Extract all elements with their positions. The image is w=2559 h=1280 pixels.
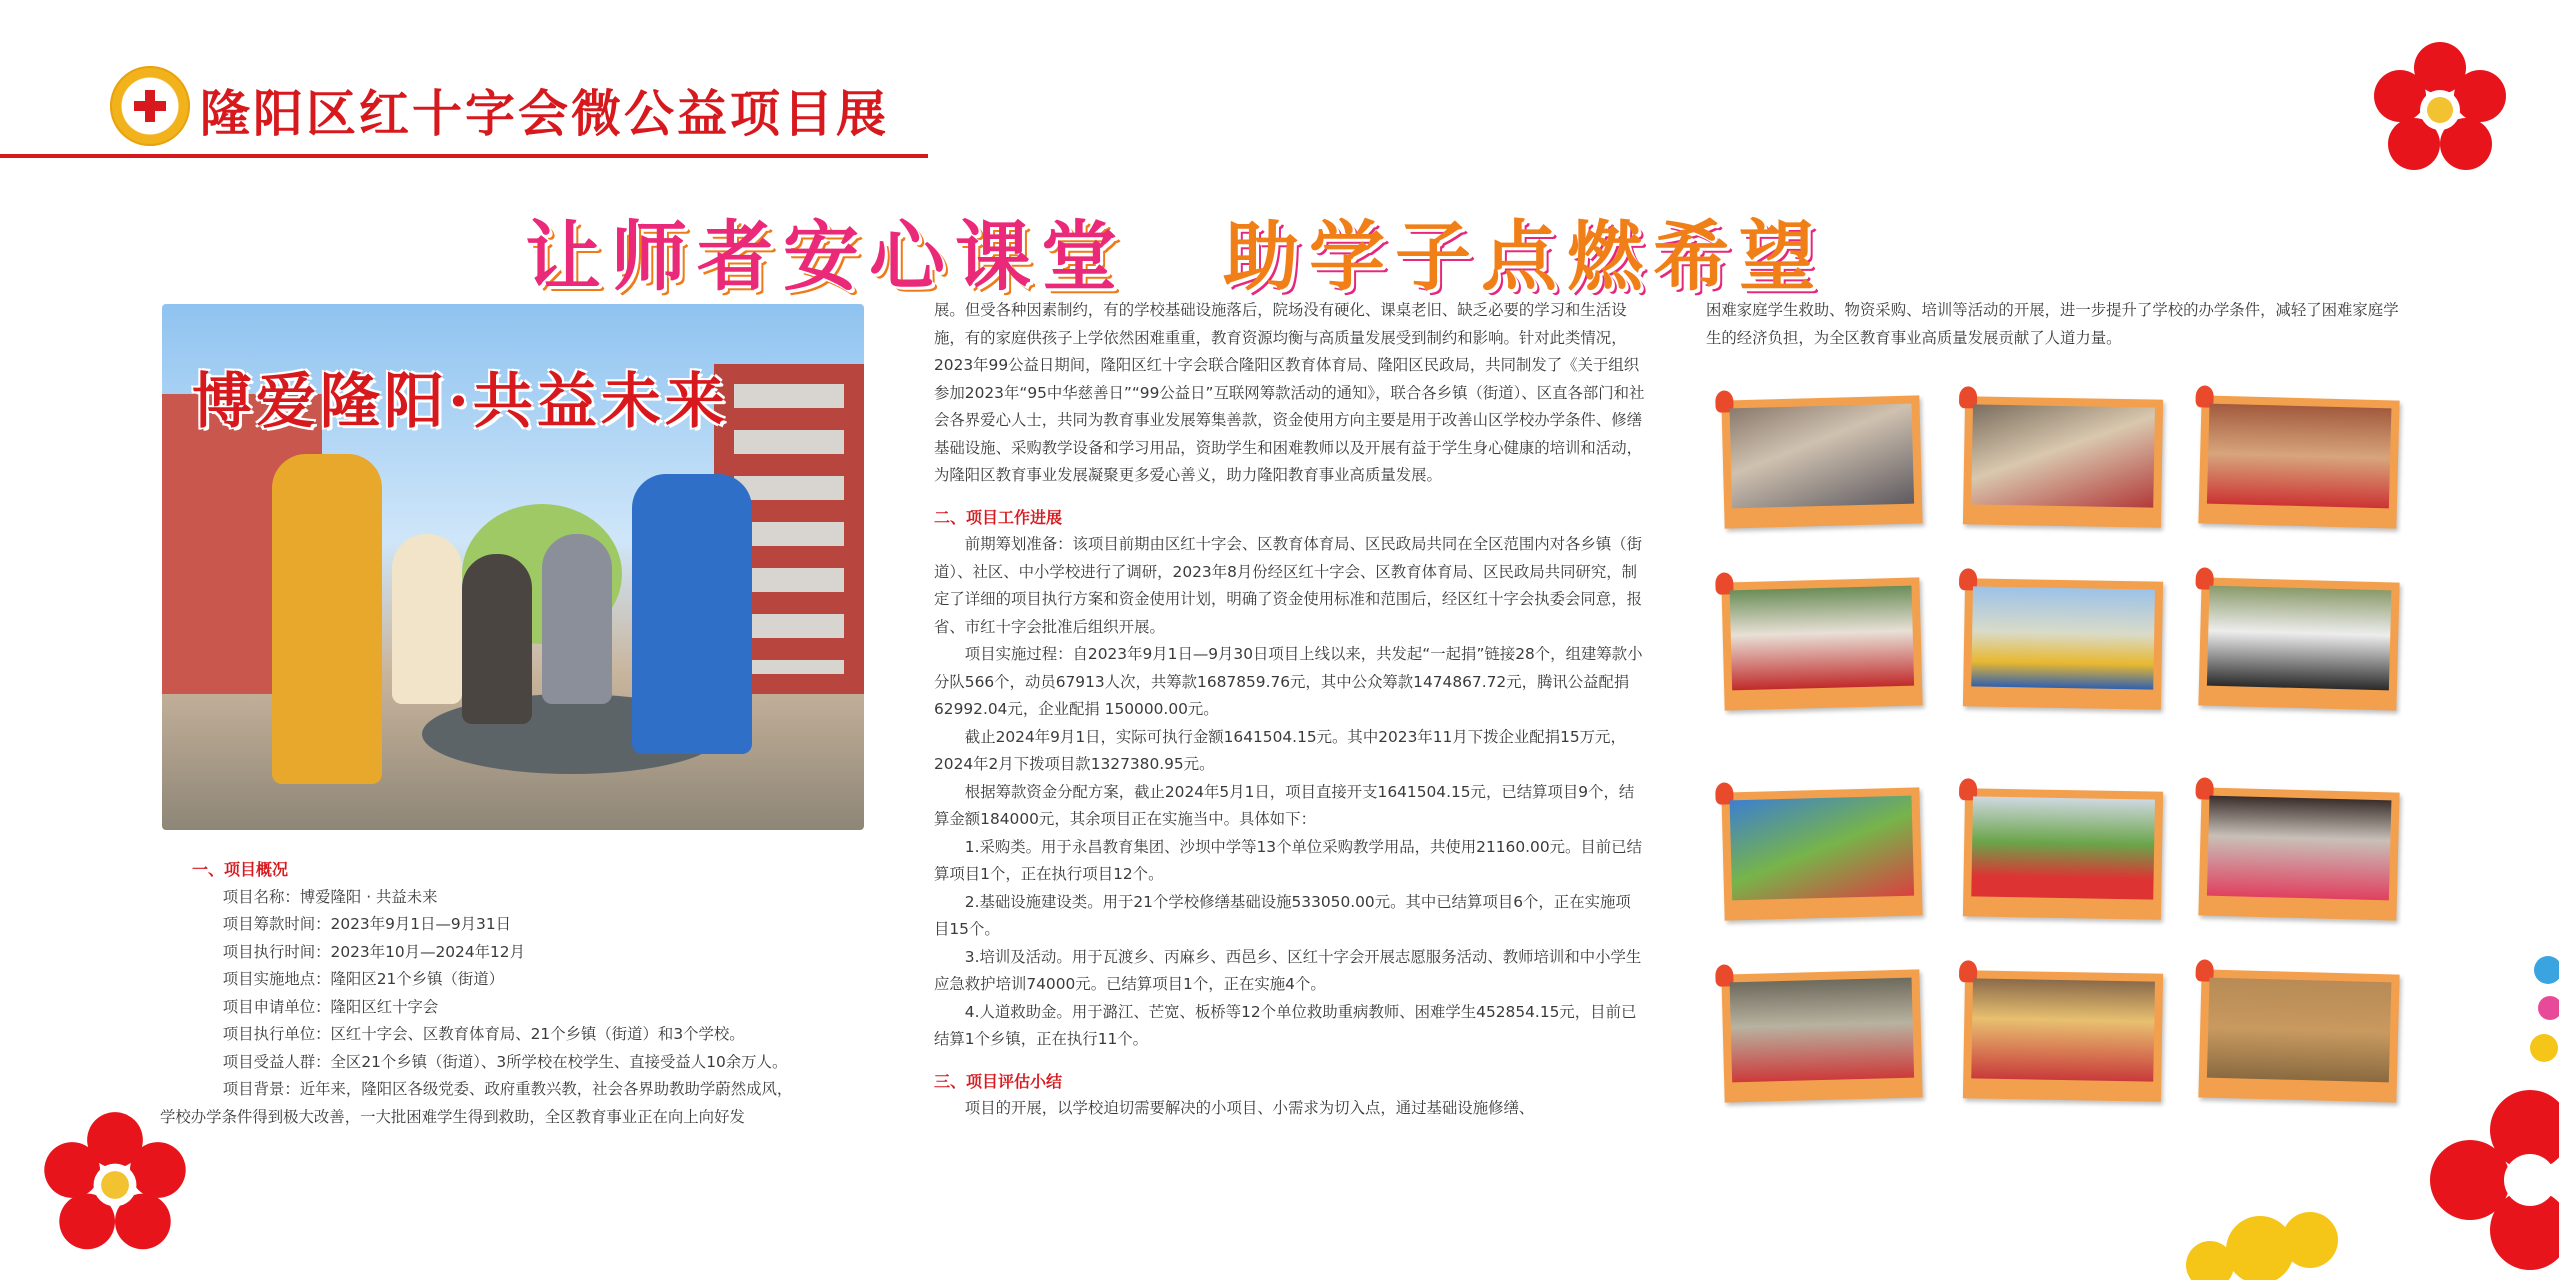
activity-photo (1971, 586, 2155, 689)
overview-line: 项目名称：博爱隆阳 · 共益未来 (222, 887, 438, 906)
activity-photo (2207, 404, 2392, 509)
overview-line: 项目执行时间：2023年10月—2024年12月 (222, 942, 525, 961)
section-heading: 一、项目概况 (192, 860, 289, 879)
child-figure (272, 454, 382, 784)
header-divider (0, 154, 928, 158)
child-figure (392, 534, 462, 704)
slogan-part1: 让师者安心课堂 (525, 212, 1127, 301)
child-figure (542, 534, 612, 704)
activity-photo (1971, 978, 2155, 1081)
activity-photo (1971, 796, 2155, 899)
slogan-part2: 助学子点燃希望 (1223, 212, 1825, 301)
hero-photo (162, 304, 864, 830)
paragraph: 项目的开展，以学校迫切需要解决的小项目、小需求为切入点，通过基础设施修缮、 (964, 1099, 1535, 1117)
paragraph: 2.基础设施建设类。用于21个学校修缮基础设施533050.00元。其中已结算项目6个，正在实施项目15个。 (934, 892, 1631, 938)
paragraph: 4.人道救助金。用于潞江、芒宽、板桥等12个单位救助重病教师、困难学生452854.15元，目前已结算1个乡镇，正在执行11个。 (934, 1002, 1637, 1048)
adult-figure (462, 554, 532, 724)
photo-frame (1721, 395, 1922, 528)
photo-frame (1721, 969, 1922, 1102)
overview-line: 项目筹款时间：2023年9月1日—9月31日 (222, 915, 512, 933)
overview-line: 项目受益人群：全区21个乡镇（街道）、3所学校在校学生、直接受益人10余万人。 (222, 1052, 788, 1071)
photo-frame (1963, 970, 2163, 1101)
paragraph: 截止2024年9月1日，实际可执行金额1641504.15元。其中2023年11月下拨企业配捐15万元，2024年2月下拨项目款1327380.95元。 (934, 727, 1626, 773)
paragraph: 根据筹款资金分配方案，截止2024年5月1日，项目直接开支1641504.15元，已结算项目9个，结算金额184000元，其余项目正在实施当中。具体如下： (934, 782, 1635, 828)
activity-photo (1730, 404, 1915, 509)
hero-caption: 博爱隆阳·共益未来 (192, 367, 729, 437)
red-flower-icon (2430, 1070, 2559, 1280)
activity-photo (1971, 404, 2155, 507)
paragraph: 1.采购类。用于永昌教育集团、沙坝中学等13个单位采购教学用品，共使用21160.00元。目前已结算项目1个，正在执行项目12个。 (934, 837, 1642, 883)
photo-frame (1721, 787, 1922, 920)
section-progress (934, 297, 1646, 1123)
photo-frame (1963, 396, 2163, 527)
red-flower-icon (2370, 40, 2510, 180)
section-heading: 三、项目评估小结 (934, 1071, 1063, 1091)
colorful-flower-icon (2520, 950, 2559, 1070)
overview-line: 项目执行单位：区红十字会、区教育体育局、21个乡镇（街道）和3个学校。 (222, 1025, 745, 1043)
activity-photo (2207, 586, 2392, 691)
slogan (525, 196, 1825, 305)
photo-frame (2198, 969, 2399, 1102)
photo-frame (1963, 578, 2163, 709)
section-heading: 二、项目工作进展 (934, 507, 1063, 527)
child-figure (632, 474, 752, 754)
section-summary-continued (1706, 297, 2406, 352)
paragraph: 前期筹划准备：该项目前期由区红十字会、区教育体育局、区民政局共同在全区范围内对各乡镇（街道）、社区、中小学校进行了调研，2023年8月份经区红十字会、区教育体育局、区民政局共同研究，制定了详细的项目执行方案和资金使用计划，明确了资金使用标准和范围后，经区红十字会执委会同意，报省、市红十字会批准后组织开展。 (934, 535, 1642, 636)
section-overview (160, 856, 864, 1131)
activity-photo (1730, 978, 1915, 1083)
photo-frame (1721, 577, 1922, 710)
paragraph: 困难家庭学生救助、物资采购、培训等活动的开展，进一步提升了学校的办学条件，减轻了困难家庭学生的经济负担，为全区教育事业高质量发展贡献了人道力量。 (1706, 301, 2399, 347)
overview-line: 项目实施地点：隆阳区21个乡镇（街道） (222, 970, 505, 988)
background-paragraph: 展。但受各种因素制约，有的学校基础设施落后，院场没有硬化、课桌老旧、缺乏必要的学习和生活设施，有的家庭供孩子上学依然困难重重，教育资源均衡与高质量发展受到制约和影响。针对此类情况，2023年99公益日期间，隆阳区红十字会联合隆阳区教育体育局、隆阳区民政局，共同制发了《关于组织参加2023年“95中华慈善日”“99公益日”互联网筹款活动的通知》，联合各乡镇（街道）、区直各部门和社会各界爱心人士，共同为教育事业发展筹集善款，资金使用方向主要是用于改善山区学校办学条件、修缮基础设施、采购教学设备和学习用品，资助学生和困难教师以及开展有益于学生身心健康的培训和活动，为隆阳区教育事业发展凝聚更多爱心善义，助力隆阳教育事业高质量发展。 (934, 301, 1645, 484)
activity-photo (2207, 796, 2392, 901)
overview-line: 项目背景：近年来，隆阳区各级党委、政府重教兴教，社会各界助教助学蔚然成风， (222, 1080, 793, 1098)
photo-frame (1963, 788, 2163, 919)
photo-frame (2198, 577, 2399, 710)
overview-line: 项目申请单位：隆阳区红十字会 (222, 997, 439, 1016)
red-flower-icon (40, 1110, 190, 1260)
paragraph: 项目实施过程：自2023年9月1日—9月30日项目上线以来，共发起“一起捐”链接28个，组建筹款小分队566个，动员67913人次，共筹款1687859.76元，其中公众筹款1474867.72元，腾讯公益配捐 62992.04元，企业配捐 150000.00元。 (934, 645, 1643, 718)
org-title: 隆阳区红十字会微公益项目展 (200, 84, 889, 143)
overview-line: 学校办学条件得到极大改善，一大批困难学生得到救助，全区教育事业正在向上向好发 (160, 1107, 745, 1126)
activity-photo (1730, 796, 1915, 901)
paragraph: 3.培训及活动。用于瓦渡乡、丙麻乡、西邑乡、区红十字会开展志愿服务活动、教师培训和中小学生应急救护培训74000元。已结算项目1个，正在实施4个。 (934, 947, 1642, 993)
red-cross-emblem-icon (110, 66, 190, 146)
yellow-flower-icon (2160, 1210, 2360, 1280)
photo-frame (2198, 395, 2399, 528)
photo-frame (2198, 787, 2399, 920)
activity-photo (2207, 978, 2392, 1083)
activity-photo (1730, 586, 1915, 691)
